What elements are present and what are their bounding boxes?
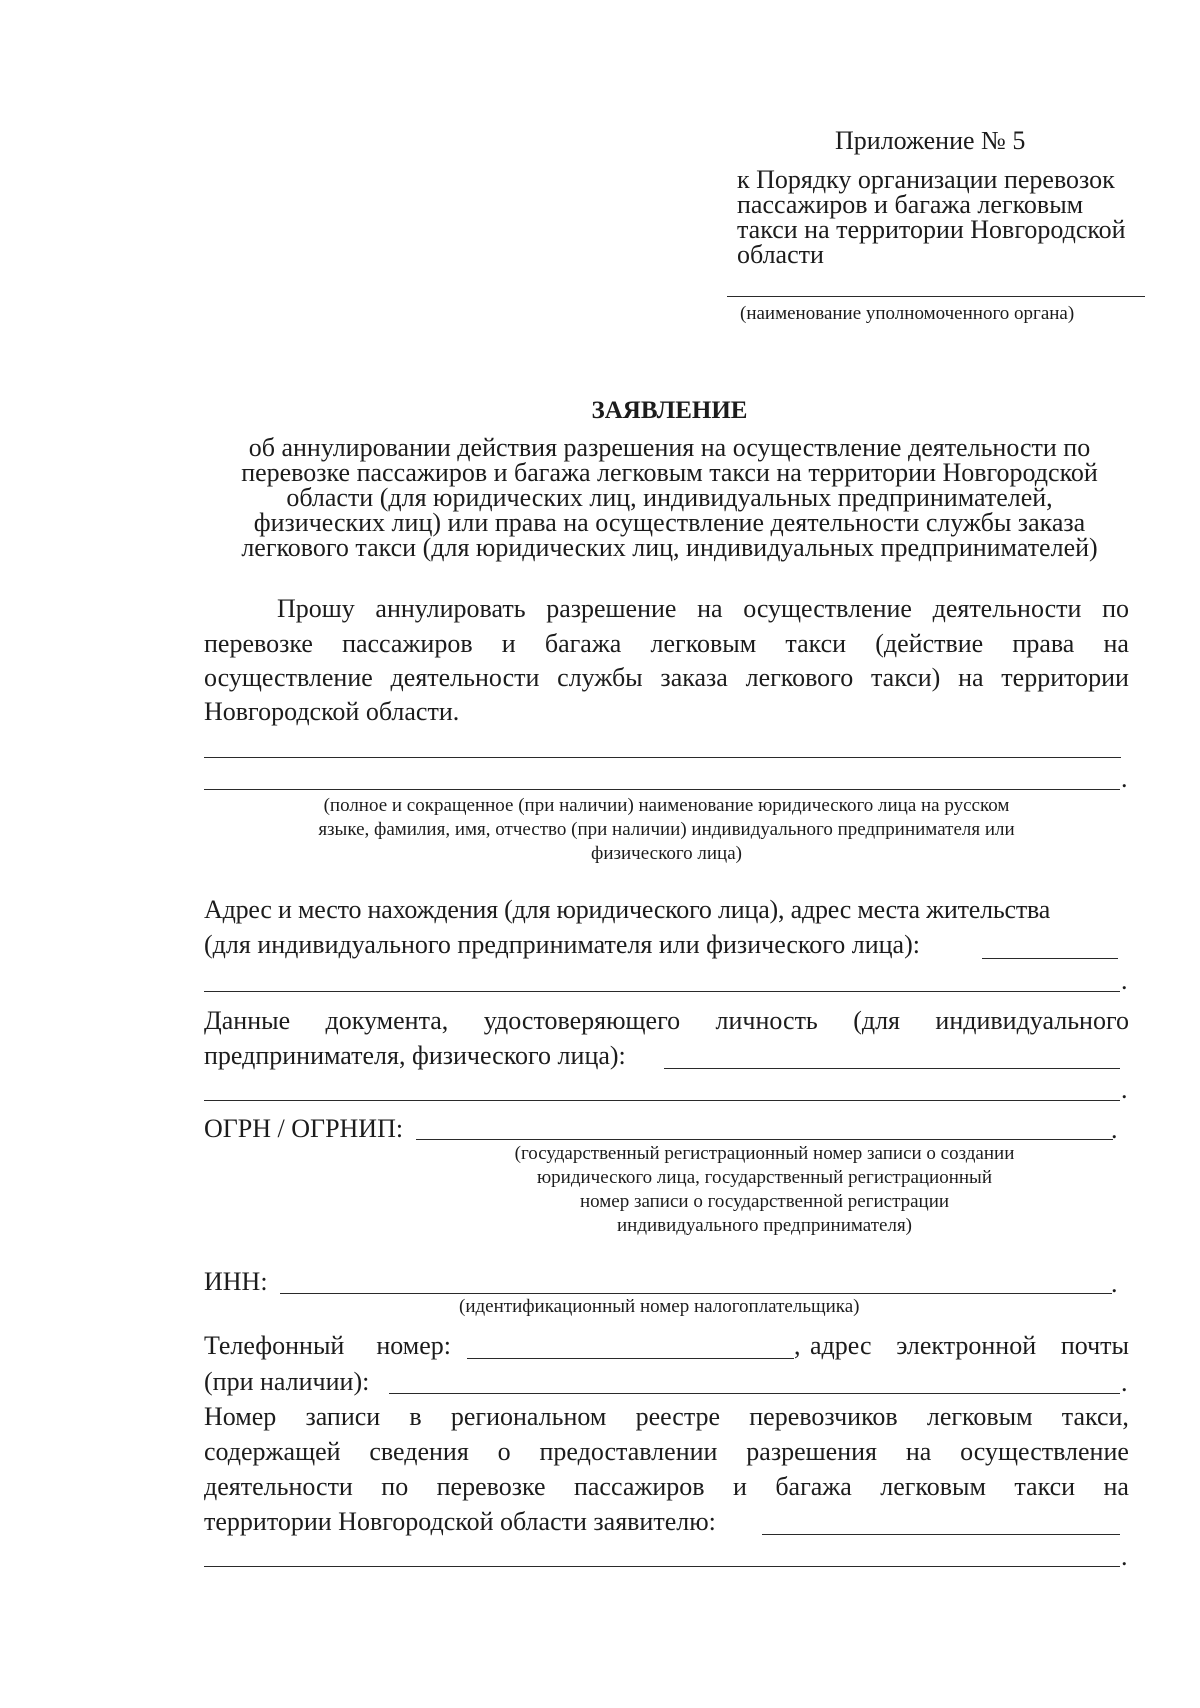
email-label-line-2: (при наличии):: [204, 1367, 370, 1396]
ogrn-caption-line: юридического лица, государственный регистрационный: [536, 1167, 992, 1188]
registry-last-line: территории Новгородской области заявителю:: [204, 1507, 716, 1536]
heading-line: легкового такси (для юридических лиц, индивидуальных предпринимателей): [241, 533, 1098, 562]
line-end-period: .: [1111, 1115, 1118, 1144]
line-end-period: .: [1111, 1269, 1118, 1298]
line-end-period: .: [1121, 1542, 1128, 1571]
line-end-period: .: [1121, 1368, 1128, 1397]
ogrn-caption-line: (государственный регистрационный номер записи о создании: [514, 1143, 1015, 1164]
line-end-period: .: [1121, 966, 1128, 995]
request-last-line: Новгородской области.: [204, 697, 460, 726]
authority-name-line[interactable]: [727, 296, 1145, 297]
email-label: адрес электронной почты: [810, 1331, 1129, 1360]
email-input-line[interactable]: [389, 1393, 1120, 1394]
line-end-period: .: [1121, 1075, 1128, 1104]
phone-input-line[interactable]: [467, 1358, 794, 1359]
registry-input-line[interactable]: [762, 1534, 1120, 1535]
appendix-line: к Порядку организации перевозок: [737, 165, 1115, 194]
address-input-line[interactable]: [982, 958, 1118, 959]
document-title: ЗАЯВЛЕНИЕ: [591, 397, 748, 424]
applicant-name-line[interactable]: [204, 757, 1121, 758]
ogrn-caption-line: индивидуального предпринимателя): [616, 1215, 913, 1236]
name-caption-line: (полное и сокращенное (при наличии) наименование юридического лица на русском: [323, 795, 1010, 816]
identity-input-line[interactable]: [204, 1100, 1120, 1101]
heading-line: физических лиц) или права на осуществление деятельности службы заказа: [253, 508, 1086, 537]
phone-label: Телефонный номер:: [204, 1331, 451, 1360]
registry-line-3: деятельности по перевозке пассажиров и багажа легковым такси на: [204, 1472, 1129, 1501]
address-input-line[interactable]: [204, 991, 1120, 992]
identity-label-line-1: Данные документа, удостоверяющего личность (для индивидуального: [204, 1006, 1129, 1035]
ogrn-label: ОГРН / ОГРНИП:: [204, 1114, 404, 1143]
address-label-line-1: Адрес и место нахождения (для юридического лица), адрес места жительства: [204, 895, 1051, 924]
line-end-period: .: [1121, 764, 1128, 793]
applicant-name-line[interactable]: [204, 789, 1120, 790]
appendix-line: области: [737, 240, 824, 269]
identity-input-line[interactable]: [664, 1068, 1120, 1069]
appendix-line: такси на территории Новгородской: [737, 215, 1126, 244]
name-caption-line: языке, фамилия, имя, отчество (при наличии) индивидуального предпринимателя или: [318, 819, 1015, 840]
heading-line: перевозке пассажиров и багажа легковым такси на территории Новгородской: [241, 458, 1098, 487]
registry-input-line[interactable]: [204, 1566, 1120, 1567]
heading-line: области (для юридических лиц, индивидуальных предпринимателей,: [286, 483, 1053, 512]
inn-input-line[interactable]: [280, 1293, 1112, 1294]
inn-label: ИНН:: [204, 1267, 268, 1296]
request-line-2: перевозке пассажиров и багажа легковым такси (действие права на: [204, 629, 1129, 658]
ogrn-caption-line: номер записи о государственной регистрации: [579, 1191, 950, 1212]
heading-line: об аннулировании действия разрешения на осуществление деятельности по: [248, 433, 1091, 462]
request-line-1: Прошу аннулировать разрешение на осуществление деятельности по: [277, 594, 1129, 623]
inn-caption: (идентификационный номер налогоплательщика): [459, 1296, 860, 1317]
appendix-title: Приложение № 5: [835, 126, 1026, 155]
ogrn-input-line[interactable]: [416, 1139, 1113, 1140]
address-label-line-2: (для индивидуального предпринимателя или физического лица):: [204, 930, 920, 959]
registry-line-2: содержащей сведения о предоставлении разрешения на осуществление: [204, 1437, 1129, 1466]
identity-label-line-2: предпринимателя, физического лица):: [204, 1041, 626, 1070]
registry-line-1: Номер записи в региональном реестре перевозчиков легковым такси,: [204, 1402, 1129, 1431]
name-caption-line: физического лица): [591, 843, 742, 864]
authority-caption: (наименование уполномоченного органа): [740, 303, 1075, 324]
comma: ,: [794, 1331, 801, 1360]
request-line-3: осуществление деятельности службы заказа легкового такси) на территории: [204, 663, 1129, 692]
appendix-line: пассажиров и багажа легковым: [737, 190, 1084, 219]
